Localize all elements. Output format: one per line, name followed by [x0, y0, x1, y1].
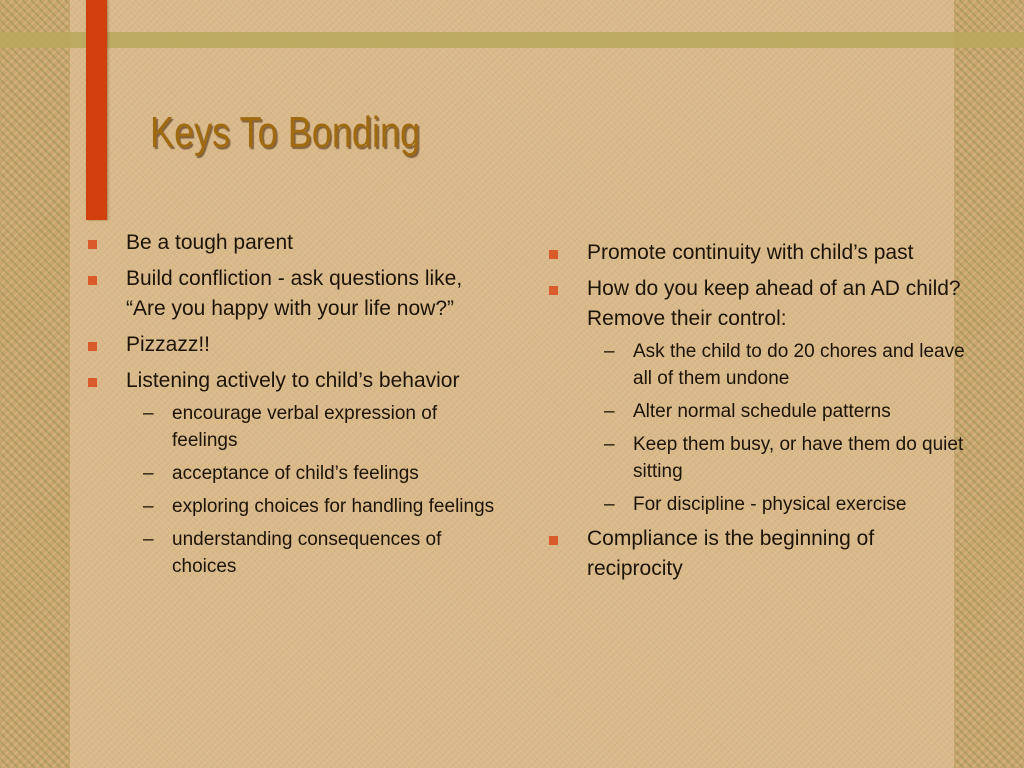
right-sub-item-2: [587, 398, 967, 425]
slide-title: Keys To Bonding: [150, 108, 421, 157]
left-column: [86, 228, 506, 586]
dash-bullet-icon: –: [604, 434, 615, 455]
square-bullet-icon: [88, 342, 97, 351]
dash-bullet-icon: –: [604, 401, 615, 422]
right-bullet-list: [547, 238, 967, 584]
sub-item-text: encourage verbal expression of feelings: [172, 403, 438, 451]
right-bullet-2: [547, 274, 967, 518]
left-bullet-list: [86, 228, 506, 580]
square-bullet-icon: [88, 240, 97, 249]
red-accent-bar: [86, 0, 107, 220]
right-sub-item-1: [587, 338, 967, 392]
left-bullet-3: [86, 330, 506, 360]
square-bullet-icon: [88, 378, 97, 387]
right-sub-item-4: [587, 491, 967, 518]
left-sub-item-1: [126, 400, 506, 454]
bullet-text: Be a tough parent: [126, 231, 293, 254]
square-bullet-icon: [88, 276, 97, 285]
dash-bullet-icon: –: [143, 463, 154, 484]
dash-bullet-icon: –: [143, 403, 154, 424]
dash-bullet-icon: –: [604, 341, 615, 362]
right-bullet-1: [547, 238, 967, 268]
left-bullet-1: [86, 228, 506, 258]
right-column: [547, 238, 967, 590]
right-sub-list: [587, 338, 967, 518]
right-sub-item-3: [587, 431, 967, 485]
top-decorative-band: [0, 32, 1024, 48]
sub-item-text: Alter normal schedule patterns: [633, 401, 891, 422]
bullet-text: Build confliction - ask questions like, “Are you happy with your life now?”: [126, 267, 463, 320]
dash-bullet-icon: –: [143, 529, 154, 550]
bullet-text: Pizzazz!!: [126, 333, 211, 356]
square-bullet-icon: [549, 286, 558, 295]
square-bullet-icon: [549, 250, 558, 259]
sub-item-text: acceptance of child’s feelings: [172, 463, 419, 484]
left-sub-item-2: [126, 460, 506, 487]
dash-bullet-icon: –: [604, 494, 615, 515]
dash-bullet-icon: –: [143, 496, 154, 517]
sub-item-text: Keep them busy, or have them do quiet sitting: [633, 434, 964, 482]
left-sub-item-4: [126, 526, 506, 580]
right-bullet-3: [547, 524, 967, 584]
bullet-text: Compliance is the beginning of reciprocity: [587, 527, 875, 580]
left-bullet-4: [86, 366, 506, 580]
sub-item-text: Ask the child to do 20 chores and leave all of them undone: [633, 341, 965, 389]
square-bullet-icon: [549, 536, 558, 545]
bullet-text: Listening actively to child’s behavior: [126, 369, 460, 392]
left-sub-item-3: [126, 493, 506, 520]
sub-item-text: For discipline - physical exercise: [633, 494, 907, 515]
left-texture-strip: [0, 0, 70, 768]
sub-item-text: exploring choices for handling feelings: [172, 496, 495, 517]
sub-item-text: understanding consequences of choices: [172, 529, 442, 577]
left-bullet-2: [86, 264, 506, 324]
left-sub-list: [126, 400, 506, 580]
bullet-text: Promote continuity with child’s past: [587, 241, 914, 264]
bullet-text: How do you keep ahead of an AD child? Remove their control:: [587, 277, 961, 330]
